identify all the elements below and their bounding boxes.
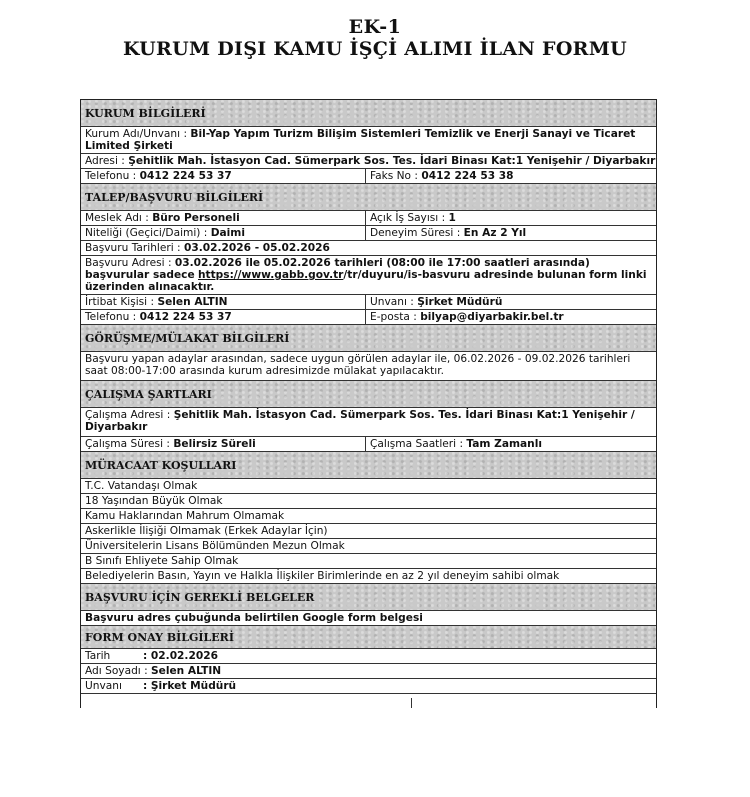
irtibat-value: Selen ALTIN [157,296,228,308]
section-kurum-bilgileri [81,100,656,127]
field-label: Telefonu : [85,311,137,323]
calisma-sure-value: Belirsiz Süreli [173,438,256,450]
field-label: Faks No : [370,170,418,182]
row-kurum-adi [81,127,656,154]
condition-text: 18 Yaşından Büyük Olmak [85,495,223,507]
meslek-value: Büro Personeli [152,212,240,224]
row-kurum-adres [81,154,656,169]
list-item [81,539,656,554]
basvuru-adres-text-1: 03.02.2026 ile 05.02.2026 tarihleri (08:00 ile 17:00 saatleri arasında) başvurular sadece [85,257,590,281]
list-item [81,509,656,524]
section-title: MÜRACAAT KOŞULLARI [85,458,237,472]
field-label: Unvanı [85,680,122,692]
field-label: Çalışma Süresi : [85,438,170,450]
gorusme-text: Başvuru yapan adaylar arasından, sadece uygun görülen adaylar ile, 06.02.2026 - 09.02.2026 tarihleri saat 08:00-17:00 arasında kurum adresimizde mülakat yapılacaktır. [85,353,631,377]
list-item [81,554,656,569]
field-label: Adı Soyadı : [85,665,148,677]
field-label: Açık İş Sayısı : [370,212,446,224]
condition-text: Kamu Haklarından Mahrum Olmamak [85,510,285,522]
section-title: ÇALIŞMA ŞARTLARI [85,387,212,401]
field-label: Çalışma Adresi : [85,409,171,421]
onay-ad-value: Selen ALTIN [151,665,222,677]
section-title: BAŞVURU İÇİN GEREKLİ BELGELER [85,590,315,604]
section-talep-basvuru [81,184,656,211]
row-calisma-sure [81,437,656,452]
kurum-telefon-value: 0412 224 53 37 [139,170,232,182]
row-onay-tarih [81,649,656,664]
field-label: Çalışma Saatleri : [370,438,464,450]
row-kurum-telefon-faks [81,169,656,184]
field-label: İrtibat Kişisi : [85,296,155,308]
basvuru-tarih-value: 03.02.2026 - 05.02.2026 [184,242,330,254]
field-label: Unvanı : [370,296,414,308]
list-item [81,494,656,509]
row-gorusme-metni [81,352,656,381]
condition-text: Askerlikle İlişiği Olmamak (Erkek Adaylar İçin) [85,525,328,537]
list-item [81,524,656,539]
row-belge [81,611,656,626]
acik-is-value: 1 [448,212,456,224]
talep-telefon-value: 0412 224 53 37 [139,311,232,323]
column-divider [411,698,412,708]
section-gerekli-belgeler [81,584,656,611]
row-basvuru-tarihleri [81,241,656,256]
row-onay-ad [81,664,656,679]
field-label: Telefonu : [85,170,137,182]
row-iletisim [81,310,656,325]
field-label: Başvuru Adresi : [85,257,172,269]
field-label: Meslek Adı : [85,212,149,224]
list-item [81,479,656,494]
row-meslek [81,211,656,226]
kurum-adres-value: Şehitlik Mah. İstasyon Cad. Sümerpark Sos. Tes. İdari Binası Kat:1 Yenişehir / Diyarbakır [128,155,656,167]
condition-text: Üniversitelerin Lisans Bölümünden Mezun Olmak [85,540,345,552]
basvuru-link[interactable]: https://www.gabb.gov.tr [198,269,344,281]
kurum-adi-value: Bil-Yap Yapım Turizm Bilişim Sistemleri Temizlik ve Enerji Sanayi ve Ticaret Limited Şirketi [85,128,636,152]
row-signature-area [81,694,656,708]
row-onay-unvan [81,679,656,694]
section-gorusme-mulakat [81,325,656,352]
list-item [81,569,656,584]
row-nitelik [81,226,656,241]
belge-text: Başvuru adres çubuğunda belirtilen Google form belgesi [85,612,423,624]
basvuru-adres-text-2: /tr/duyuru/is-basvuru adresinde bulunan form linki üzerinden alınacaktır. [85,269,647,293]
section-muracaat-kosullari [81,452,656,479]
section-title: GÖRÜŞME/MÜLAKAT BİLGİLERİ [85,331,290,345]
field-label: Niteliği (Geçici/Daimi) : [85,227,208,239]
calisma-adres-value: Şehitlik Mah. İstasyon Cad. Sümerpark Sos. Tes. İdari Binası Kat:1 Yenişehir / Diyarbakır [85,409,635,433]
row-calisma-adres [81,408,656,437]
irtibat-unvan-value: Şirket Müdürü [417,296,503,308]
section-title: FORM ONAY BİLGİLERİ [85,630,234,644]
onay-tarih-value: : 02.02.2026 [143,650,218,662]
section-calisma-sartlari [81,381,656,408]
section-title: TALEP/BAŞVURU BİLGİLERİ [85,190,264,204]
condition-text: Belediyelerin Basın, Yayın ve Halkla İlişkiler Birimlerinde en az 2 yıl deneyim sahibi olmak [85,570,560,582]
eposta-value: bilyap@diyarbakir.bel.tr [420,311,564,323]
announcement-form [80,99,657,708]
section-form-onay [81,626,656,649]
field-label: Kurum Adı/Unvanı : [85,128,188,140]
field-label: Tarih [85,650,111,662]
field-label: Deneyim Süresi : [370,227,461,239]
condition-text: T.C. Vatandaşı Olmak [85,480,198,492]
field-label: Adresi : [85,155,125,167]
condition-text: B Sınıfı Ehliyete Sahip Olmak [85,555,239,567]
nitelik-value: Daimi [210,227,245,239]
field-label: Başvuru Tarihleri : [85,242,181,254]
field-label: E-posta : [370,311,417,323]
row-basvuru-adresi [81,256,656,295]
deneyim-value: En Az 2 Yıl [463,227,527,239]
onay-unvan-value: : Şirket Müdürü [143,680,237,692]
calisma-saat-value: Tam Zamanlı [466,438,542,450]
kurum-faks-value: 0412 224 53 38 [421,170,514,182]
section-title: KURUM BİLGİLERİ [85,106,206,120]
document-title-form: KURUM DIŞI KAMU İŞÇİ ALIMI İLAN FORMU [123,38,627,60]
row-irtibat [81,295,656,310]
document-title-ek: EK-1 [348,16,402,38]
